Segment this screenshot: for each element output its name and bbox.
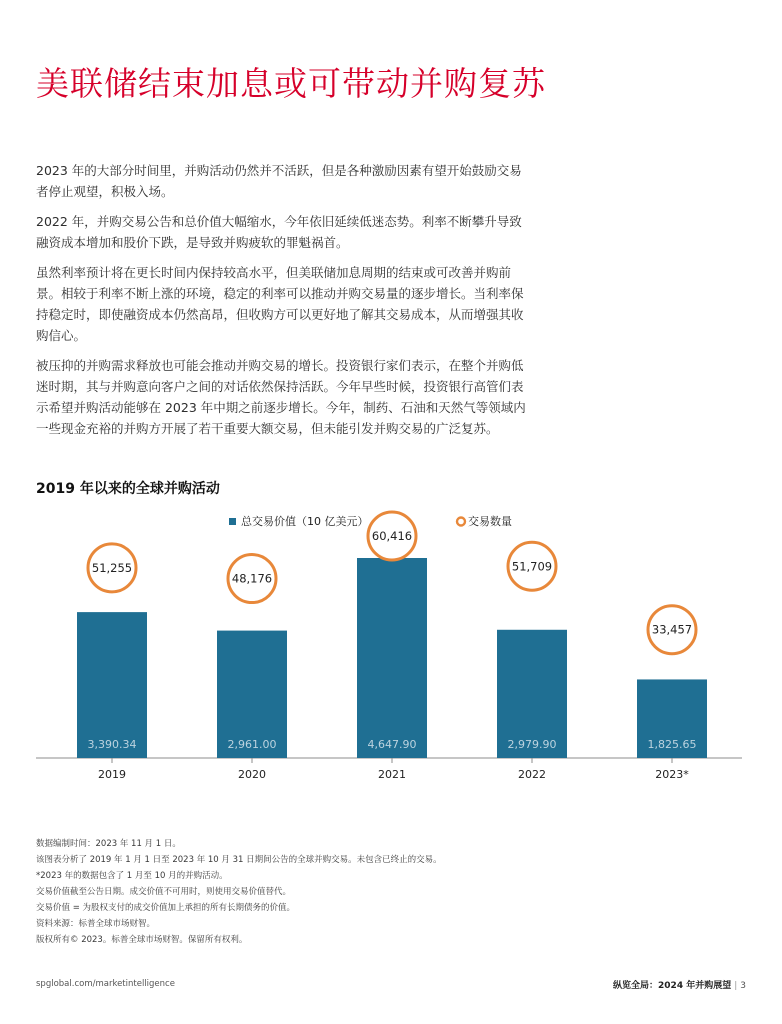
x-tick-label: 2019 xyxy=(98,768,126,781)
legend-label-count: 交易数量 xyxy=(468,515,512,528)
paragraph: 2022 年，并购交易公告和总价值大幅缩水，今年依旧延续低迷态势。利率不断攀升导致融资成本增加和股价下跌，是导致并购疲软的罪魁祸首。 xyxy=(36,214,522,250)
x-tick-label: 2023* xyxy=(655,768,689,781)
page-title: 美联储结束加息或可带动并购复苏 xyxy=(36,64,546,103)
paragraph: 2023 年的大部分时间里，并购活动仍然并不活跃，但是各种激励因素有望开始鼓励交易者停止观望，积极入场。 xyxy=(36,163,522,199)
note-line: 数据编制时间：2023 年 11 月 1 日。 xyxy=(36,839,181,849)
chart xyxy=(0,500,782,800)
deal-count-label: 60,416 xyxy=(371,529,413,543)
deal-count-label: 33,457 xyxy=(651,622,693,637)
chart-notes xyxy=(36,836,636,948)
footer-url[interactable]: spglobal.com/marketintelligence xyxy=(36,979,175,989)
page-number: 3 xyxy=(740,981,746,991)
note-line: 版权所有© 2023。标普全球市场财智。保留所有权利。 xyxy=(36,935,248,945)
note-line: *2023 年的数据包含了 1 月至 10 月的并购活动。 xyxy=(36,871,228,881)
bar-value-label: 4,647.90 xyxy=(367,738,417,751)
note-line: 交易价值 = 为股权支付的成交价值加上承担的所有长期债务的价值。 xyxy=(36,903,296,913)
bar-value-label: 1,825.65 xyxy=(647,738,697,751)
footer-doc-info xyxy=(613,978,746,991)
note-line: 交易价值截至公告日期。成交价值不可用时，则使用交易价值替代。 xyxy=(36,887,292,897)
legend-swatch-value xyxy=(229,518,236,525)
note-line: 资料来源：标普全球市场财智。 xyxy=(36,919,156,929)
body-text xyxy=(36,160,526,448)
note-line: 该图表分析了 2019 年 1 月 1 日至 2023 年 10 月 31 日期间公告的全球并购交易。未包含已终止的交易。 xyxy=(36,855,442,865)
x-tick-label: 2021 xyxy=(378,768,406,781)
bar-value-label: 2,961.00 xyxy=(227,738,277,751)
bar-value-label: 2,979.90 xyxy=(507,738,557,751)
legend-label-value: 总交易价值（10 亿美元） xyxy=(241,515,369,528)
paragraph: 被压抑的并购需求释放也可能会推动并购交易的增长。投资银行家们表示，在整个并购低迷时期，其与并购意向客户之间的对话依然保持活跃。今年早些时候，投资银行高管们表示希望并购活动能够在 2023 年中期之前逐步增长。今年，制药、石油和天然气等领域内一些现金充裕的并购方开展了若干重要大额交易，但未能引发并购交易的广泛复苏。 xyxy=(36,358,526,436)
deal-count-label: 48,176 xyxy=(231,571,273,586)
chart-title: 2019 年以来的全球并购活动 xyxy=(36,481,220,497)
footer-separator: | xyxy=(734,981,738,991)
paragraph: 虽然利率预计将在更长时间内保持较高水平，但美联储加息周期的结束或可改善并购前景。相较于利率不断上涨的环境，稳定的利率可以推动并购交易量的逐步增长。当利率保持稳定时，即使融资成本仍然高昂，但收购方可以更好地了解其交易成本，从而增强其收购信心。 xyxy=(36,265,524,343)
bar-total-value xyxy=(357,558,427,758)
x-tick-label: 2020 xyxy=(238,768,266,781)
deal-count-label: 51,255 xyxy=(91,560,133,575)
legend-swatch-count xyxy=(457,518,465,526)
chart-svg xyxy=(0,500,782,800)
deal-count-label: 51,709 xyxy=(511,559,553,574)
footer-doc-title: 纵览全局：2024 年并购展望 xyxy=(613,981,732,991)
bar-value-label: 3,390.34 xyxy=(87,738,137,751)
bar-total-value xyxy=(77,612,147,758)
x-tick-label: 2022 xyxy=(518,768,546,781)
chart-marks xyxy=(77,512,707,781)
